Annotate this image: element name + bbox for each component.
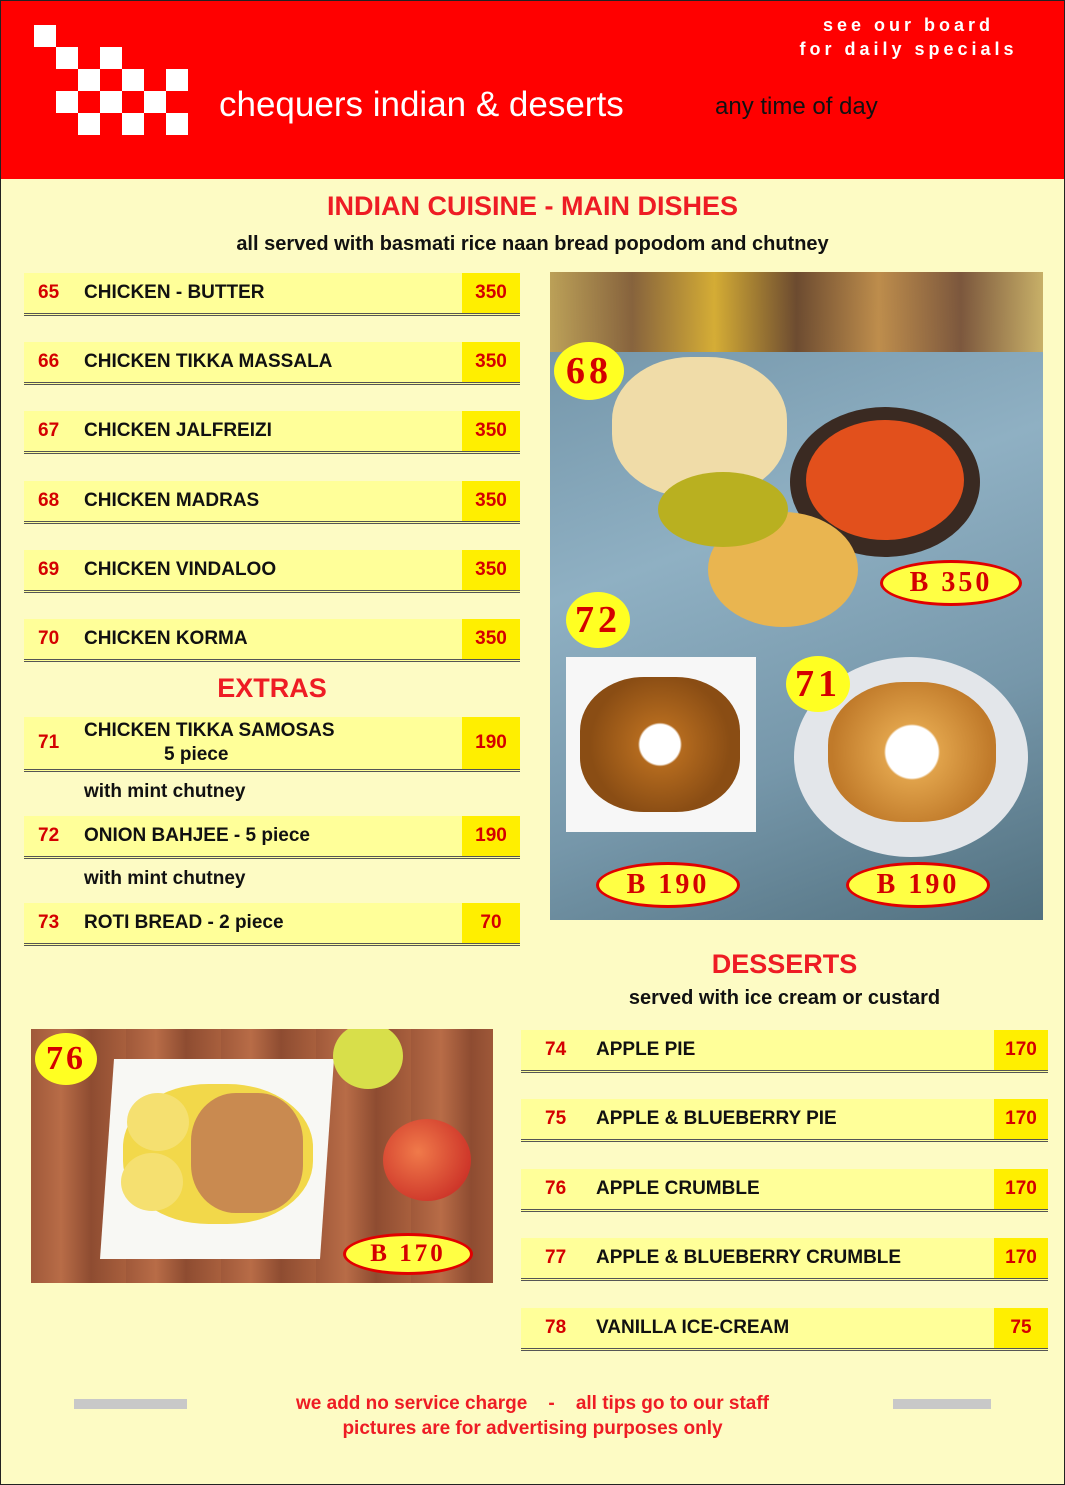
menu-item-68 [24,481,520,524]
item-price: 170 [994,1030,1048,1070]
item-price: 70 [462,903,520,943]
badge-price-76: B 170 [343,1233,473,1275]
item-number: 74 [545,1039,567,1060]
item-price: 350 [462,411,520,451]
badge-number-68: 68 [554,342,624,400]
item-number: 65 [38,282,60,303]
red-apple [383,1119,471,1201]
item-number: 75 [545,1108,567,1129]
item-price: 350 [462,342,520,382]
item-number: 72 [38,825,60,846]
badge-number-71: 71 [786,656,850,712]
item-price: 170 [994,1099,1048,1139]
item-number: 71 [38,732,60,753]
item-number: 66 [38,351,60,372]
footer-line-2: pictures are for advertising purposes only [342,1418,723,1439]
item-name: VANILLA ICE-CREAM [596,1317,790,1338]
main-dishes-photo [550,272,1043,920]
item-price: 75 [994,1308,1048,1348]
menu-item-67 [24,411,520,454]
brand-name: chequers indian & deserts [219,85,624,124]
item-price: 350 [462,273,520,313]
menu-item-73 [24,903,520,946]
spices-strip [550,272,1043,352]
item-name: APPLE & BLUEBERRY PIE [596,1108,837,1129]
menu-item-76 [521,1169,1048,1212]
item-name: APPLE CRUMBLE [596,1178,760,1199]
menu-item-74 [521,1030,1048,1073]
item-name: ONION BAHJEE - 5 piece [84,825,310,846]
badge-number-76: 76 [35,1033,97,1085]
ice-cream-scoop [121,1153,183,1211]
item-note: with mint chutney [84,868,246,889]
green-apple [333,1029,403,1089]
item-name: CHICKEN VINDALOO [84,559,277,580]
badge-number-72: 72 [566,592,630,648]
item-name [84,719,335,767]
extras-title: EXTRAS [217,673,327,703]
apple-crumble [191,1093,303,1213]
item-name-line-2: 5 piece [164,744,229,765]
specials-line-1: see our board [822,15,995,35]
main-dishes-title: INDIAN CUISINE - MAIN DISHES [326,191,739,221]
item-number: 70 [38,628,60,649]
item-number: 73 [38,912,60,933]
item-price: 170 [994,1169,1048,1209]
badge-price-72: B 190 [596,862,740,908]
item-name: CHICKEN MADRAS [84,490,260,511]
item-number: 77 [545,1247,567,1268]
menu-item-72 [24,816,520,859]
main-dishes-subtitle: all served with basmati rice naan bread popodom and chutney [236,233,829,255]
item-number: 78 [545,1317,567,1338]
item-name: CHICKEN JALFREIZI [84,420,272,441]
badge-price-68: B 350 [880,560,1022,606]
item-note: with mint chutney [84,781,246,802]
badge-price-71: B 190 [846,862,990,908]
header-banner [1,1,1064,179]
desserts-subtitle: served with ice cream or custard [628,987,941,1009]
item-name-line-1: CHICKEN TIKKA SAMOSAS [84,720,335,741]
menu-item-78 [521,1308,1048,1351]
dessert-photo [31,1029,493,1283]
specials-line-2: for daily specials [799,39,1018,59]
item-name: CHICKEN TIKKA MASSALA [84,351,333,372]
footer-line-1: we add no service charge - all tips go to our staff [296,1393,769,1414]
item-price: 350 [462,619,520,659]
daily-specials-note [786,13,1031,61]
curry [806,420,964,540]
desserts-title: DESSERTS [711,949,858,979]
menu-item-75 [521,1099,1048,1142]
menu-item-77 [521,1238,1048,1281]
tagline: any time of day [715,93,878,120]
item-number: 68 [38,490,60,511]
menu-item-71 [24,717,520,772]
ice-cream-scoop [127,1093,189,1151]
item-number: 67 [38,420,60,441]
item-name: ROTI BREAD - 2 piece [84,912,284,933]
item-name: APPLE & BLUEBERRY CRUMBLE [596,1247,902,1268]
green-bread [658,472,788,547]
item-name: CHICKEN KORMA [84,628,248,649]
menu-item-66 [24,342,520,385]
item-price: 190 [462,816,520,856]
menu-item-65 [24,273,520,316]
item-price: 170 [994,1238,1048,1278]
item-name: APPLE PIE [596,1039,696,1060]
item-price: 350 [462,481,520,521]
item-number: 76 [545,1178,567,1199]
item-number: 69 [38,559,60,580]
item-name: CHICKEN - BUTTER [84,282,265,303]
item-price: 350 [462,550,520,590]
bahjee [580,677,740,812]
menu-item-70 [24,619,520,662]
samosas [828,682,996,822]
item-price: 190 [462,717,520,769]
menu-item-69 [24,550,520,593]
